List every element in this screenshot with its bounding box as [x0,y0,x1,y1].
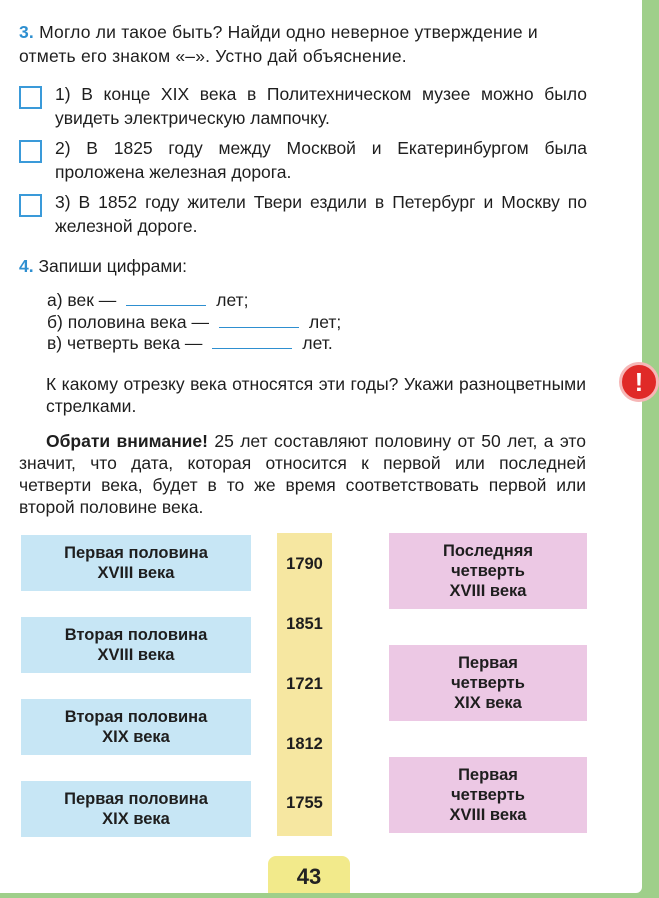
note-bold: Обрати внимание! [46,431,208,451]
fill-a-blank[interactable] [126,291,206,306]
task-4-number: 4. [19,256,34,276]
fill-c-blank[interactable] [212,334,292,349]
year-2[interactable]: 1851 [286,615,323,633]
fill-b-suffix: лет; [308,312,342,332]
right-box-3[interactable]: Первая четверть XVIII века [389,757,587,833]
warning-icon: ! [619,362,659,402]
year-1[interactable]: 1790 [286,555,323,573]
statement-1-text: 1) В конце XIX века в Политехническом музее можно было увидеть электрическую лампочку. [55,84,587,128]
statement-3-text: 3) В 1852 году жители Твери ездили в Петербург и Москву по железной дороге. [55,192,587,236]
year-4[interactable]: 1812 [286,735,323,753]
fill-a-prefix: а) век — [47,290,117,310]
note-paragraph [19,430,586,518]
fill-b-prefix: б) половина века — [47,312,209,332]
statement-3-checkbox[interactable] [19,194,42,217]
task-3-number: 3. [19,22,34,42]
note-text: 25 лет составляют половину от 50 лет, а это значит, что дата, которая относится к первой или последней четверти века, будет в то же время соответствовать первой или второй половине века. [19,431,586,517]
statement-2-checkbox[interactable] [19,140,42,163]
statement-2-text: 2) В 1825 году между Москвой и Екатеринбургом была проложена железная дорога. [55,138,587,182]
year-5[interactable]: 1755 [286,794,323,812]
left-box-4[interactable]: Первая половина XIX века [21,781,251,837]
question-text: К какому отрезку века относятся эти годы? Укажи разноцветными стрелками. [46,374,586,416]
fill-c-suffix: лет. [302,333,333,353]
fill-a-suffix: лет; [216,290,249,310]
right-box-1[interactable]: Последняя четверть XVIII века [389,533,587,609]
fill-b-blank[interactable] [219,313,299,328]
left-box-1[interactable]: Первая половина XVIII века [21,535,251,591]
task-3-text: Могло ли такое быть? Найди одно неверное утверждение и отметь его знаком «–». Устно дай объяснение. [19,22,538,66]
task-4-title [19,256,187,277]
task-4-title-text: Запиши цифрами: [38,256,188,276]
fill-line-b [47,312,341,333]
left-box-2[interactable]: Вторая половина XVIII века [21,617,251,673]
fill-line-c [47,333,333,354]
fill-c-prefix: в) четверть века — [47,333,203,353]
page-number: 43 [268,856,350,893]
years-strip [277,533,332,836]
left-box-3[interactable]: Вторая половина XIX века [21,699,251,755]
task-3-instruction [19,20,589,68]
fill-line-a [47,290,249,311]
statement-1-checkbox[interactable] [19,86,42,109]
right-box-2[interactable]: Первая четверть XIX века [389,645,587,721]
year-3[interactable]: 1721 [286,675,323,693]
